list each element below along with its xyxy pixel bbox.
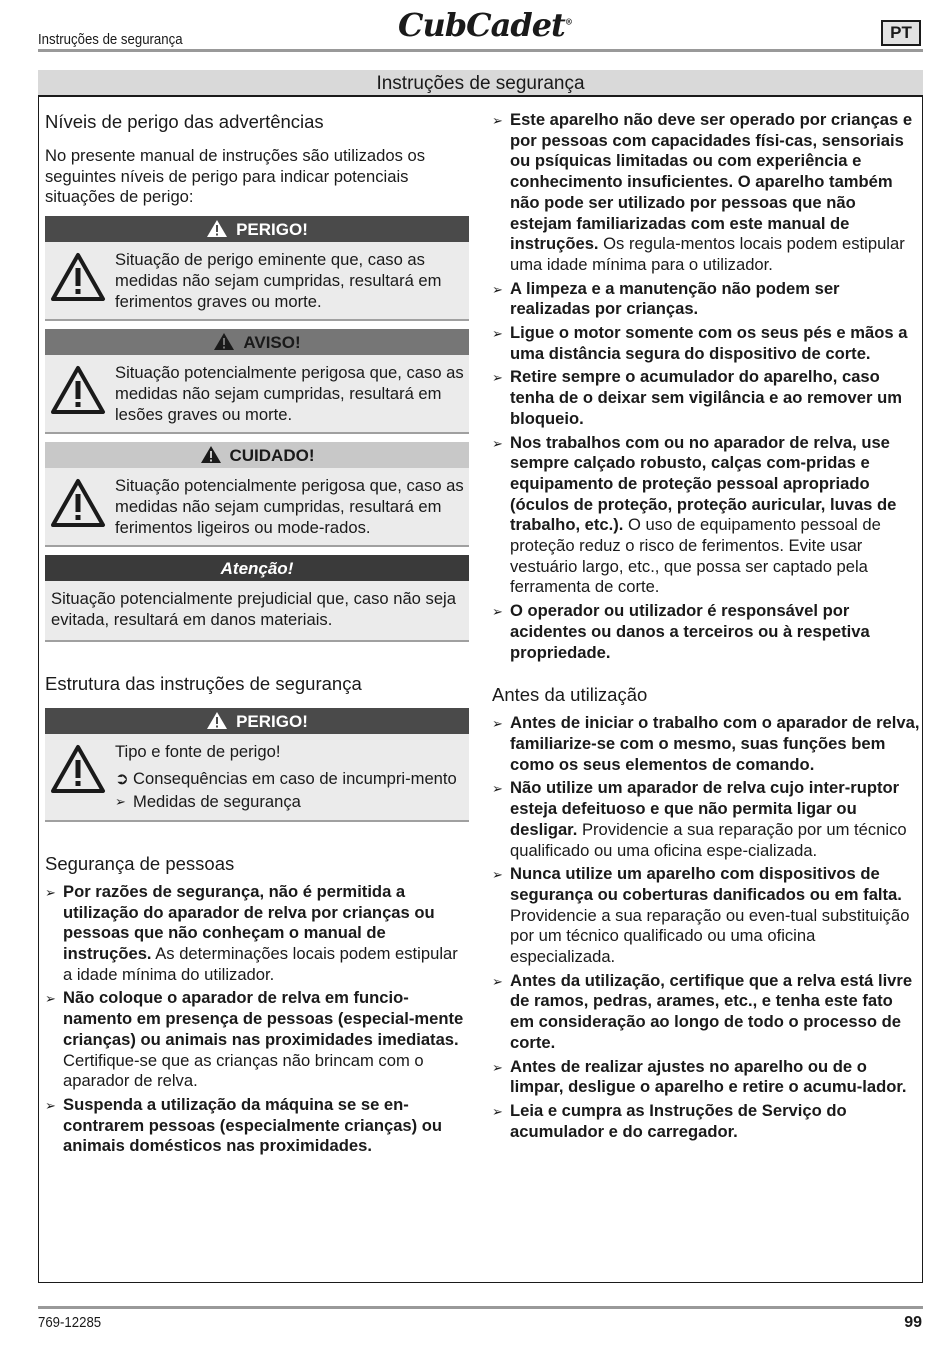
- item-bold-text: Leia e cumpra as Instruções de Serviço do acumulador e do carregador.: [510, 1100, 847, 1141]
- item-bold-text: Suspenda a utilização da máquina se se en-contrarem pessoas (especialmente crianças) ou animais domésticos nas proximidades.: [63, 1094, 443, 1156]
- structure-label: PERIGO!: [236, 711, 308, 731]
- heading-structure: Estrutura das instruções de segurança: [45, 672, 362, 694]
- left-column: [45, 110, 469, 1160]
- item-bold-text: Não coloque o aparador de relva em funcio-namento em presença de pessoas (especial-mente crianças) ou animais nas proximidades imediatas.: [63, 988, 464, 1049]
- item-bold-text: Por razões de segurança, não é permitida a utilização do aparador de relva por crianças ou pessoas que não conheçam o manual de instruções.: [63, 881, 435, 964]
- list-item: [492, 1101, 920, 1142]
- list-item: [492, 367, 920, 429]
- language-badge: PT: [881, 20, 921, 46]
- warning-sign-icon: [45, 363, 115, 425]
- notice-header: Atenção!: [45, 555, 469, 581]
- warning-sign-icon: [45, 742, 115, 813]
- consequence-text: Consequências em caso de incumpri-mento: [133, 768, 457, 788]
- heading-before-use: Antes da utilização: [492, 684, 648, 706]
- warning-body: [45, 355, 469, 432]
- page-number: 99: [904, 1314, 922, 1331]
- document-number: 769-12285: [38, 1314, 102, 1331]
- page-title: Instruções de segurança: [38, 70, 923, 97]
- list-item: [492, 864, 920, 968]
- bullet-arrow-icon: ➢: [492, 716, 503, 732]
- list-item: [45, 988, 469, 1092]
- warning-triangle-icon: [213, 332, 235, 359]
- item-text: Providencie a sua reparação por um técnico qualificado ou uma oficina espe-cializada.: [510, 819, 907, 860]
- warning-triangle-icon: [206, 219, 228, 246]
- item-bold-text: Antes de iniciar o trabalho com o aparador de relva, familiarize-se com o mesmo, suas funções bem como os seus elementos de comando.: [510, 713, 920, 774]
- list-item: [492, 323, 920, 364]
- bullet-arrow-icon: ➢: [492, 370, 503, 386]
- danger-header: [45, 216, 469, 242]
- item-bold-text: Nos trabalhos com ou no aparador de relva, use sempre calçado robusto, calças com-pridas e equipamento de proteção pessoal apropriado (óculos de proteção, proteção auricular, luvas de trabalho, etc.).: [510, 432, 897, 535]
- footer-rule: [38, 1306, 923, 1309]
- item-text: As determinações locais podem estipular a idade mínima do utilizador.: [63, 944, 458, 984]
- brand-logo: [398, 6, 572, 44]
- item-text: O uso de equipamento pessoal de proteção reduz o risco de ferimentos. Evite usar vestuário largo, etc., que possa ser captado pela ferramenta de corte.: [510, 515, 881, 597]
- danger-box: [45, 216, 469, 321]
- structure-header: [45, 708, 469, 734]
- danger-label: PERIGO!: [236, 220, 308, 240]
- caution-header: [45, 442, 469, 468]
- warning-triangle-icon: [206, 711, 228, 738]
- item-text: Providencie a sua reparação ou even-tual substituição por um técnico qualificado ou uma oficina especializada.: [510, 905, 910, 967]
- bullet-arrow-icon: ➢: [492, 1059, 503, 1075]
- safety-list: [492, 110, 920, 663]
- list-item: [492, 110, 920, 276]
- item-bold-text: O operador ou utilizador é responsável por acidentes ou danos a terceiros ou à respetiva propriedade.: [510, 601, 870, 662]
- list-item: [492, 433, 920, 599]
- item-bold-text: Este aparelho não deve ser operado por crianças e por pessoas com capacidades físi-cas, sensoriais ou psíquicas limitadas ou com experiência e conhecimento insuficientes. O aparelho também não pode ser utilizado por pessoas que não estejam familiarizadas com este manual de instruções.: [510, 110, 913, 254]
- bullet-arrow-icon: ➢: [492, 973, 503, 989]
- structure-text: [115, 742, 469, 813]
- structure-line-consequence: [115, 769, 465, 790]
- list-item: [492, 279, 920, 320]
- item-bold-text: Ligue o motor somente com os seus pés e mãos a uma distância segura do dispositivo de corte.: [510, 323, 908, 363]
- bullet-arrow-icon: ➢: [492, 781, 503, 797]
- caution-box: [45, 442, 469, 547]
- item-text: Certifique-se que as crianças não brincam com o aparador de relva.: [63, 1050, 424, 1091]
- list-item: [492, 778, 920, 861]
- list-item: [45, 882, 469, 986]
- structure-body: [45, 734, 469, 820]
- bullet-arrow-icon: ➢: [492, 867, 503, 883]
- bullet-arrow-icon: ➢: [492, 326, 503, 342]
- notice-text: Situação potencialmente prejudicial que, caso não seja evitada, resultará em danos materiais.: [45, 581, 469, 639]
- warning-text: Situação potencialmente perigosa que, caso as medidas não sejam cumpridas, resultará em lesões graves ou morte.: [115, 363, 464, 424]
- intro-paragraph: No presente manual de instruções são utilizados os seguintes níveis de perigo para indicar potenciais situações de perigo:: [45, 146, 426, 207]
- logo-text: CubCadet: [398, 6, 565, 44]
- header-rule: [38, 49, 923, 52]
- warning-box: [45, 329, 469, 434]
- structure-line-hazard: Tipo e fonte de perigo!: [115, 741, 281, 761]
- registered-mark: ®: [564, 16, 572, 27]
- structure-line-measures: [115, 792, 465, 813]
- consequence-arrow-icon: ➲: [115, 768, 129, 788]
- item-bold-text: A limpeza e a manutenção não podem ser realizadas por crianças.: [510, 278, 840, 319]
- bullet-arrow-icon: ➢: [492, 604, 503, 620]
- bullet-arrow-icon: ➢: [45, 884, 56, 900]
- warning-label: AVISO!: [243, 333, 301, 353]
- list-item: [492, 1057, 920, 1098]
- caution-text: Situação potencialmente perigosa que, caso as medidas não sejam cumpridas, resultará em ferimentos ligeiros ou mode-rados.: [115, 476, 464, 537]
- caution-body: [45, 468, 469, 545]
- bullet-arrow-icon: ➢: [492, 435, 503, 451]
- header-section-title: Instruções de segurança: [38, 31, 183, 48]
- item-bold-text: Não utilize um aparador de relva cujo inter-ruptor esteja defeituoso e que não permita ligar ou desligar.: [510, 778, 900, 839]
- measures-text: Medidas de segurança: [133, 792, 301, 812]
- list-item: [492, 713, 920, 775]
- right-column: [492, 110, 920, 1145]
- danger-body: [45, 242, 469, 319]
- bullet-arrow-icon: ➢: [45, 991, 56, 1007]
- heading-danger-levels: Níveis de perigo das advertências: [45, 111, 324, 132]
- warning-sign-icon: [45, 476, 115, 538]
- warning-triangle-icon: [200, 445, 222, 472]
- structure-box: [45, 708, 469, 822]
- warning-header: [45, 329, 469, 355]
- persons-list: [45, 882, 469, 1157]
- bullet-arrow-icon: ➢: [45, 1097, 56, 1113]
- list-item: [492, 601, 920, 663]
- before-use-list: [492, 713, 920, 1142]
- item-text: Os regula-mentos locais podem estipular uma idade mínima para o utilizador.: [510, 234, 905, 274]
- item-bold-text: Antes da utilização, certifique que a relva está livre de ramos, pedras, arames, etc., e tenha este fato em consideração ao longo de todo o processo de corte.: [510, 970, 913, 1052]
- item-bold-text: Retire sempre o acumulador do aparelho, caso tenha de o deixar sem vigilância e ao remover um bloqueio.: [510, 367, 902, 428]
- list-item: [45, 1095, 469, 1157]
- warning-sign-icon: [45, 250, 115, 312]
- bullet-arrow-icon: ➢: [115, 794, 126, 810]
- item-bold-text: Nunca utilize um aparelho com dispositivos de segurança ou coberturas danificados ou em falta.: [510, 864, 902, 904]
- danger-text: Situação de perigo eminente que, caso as medidas não sejam cumpridas, resultará em ferimentos graves ou morte.: [115, 250, 442, 311]
- item-bold-text: Antes de realizar ajustes no aparelho ou de o limpar, desligue o aparelho e retire o acumu-lador.: [510, 1056, 907, 1097]
- caution-label: CUIDADO!: [229, 446, 315, 466]
- list-item: [492, 971, 920, 1054]
- bullet-arrow-icon: ➢: [492, 281, 503, 297]
- bullet-arrow-icon: ➢: [492, 113, 503, 128]
- heading-persons: Segurança de pessoas: [45, 852, 235, 874]
- bullet-arrow-icon: ➢: [492, 1103, 503, 1119]
- notice-box: [45, 555, 469, 641]
